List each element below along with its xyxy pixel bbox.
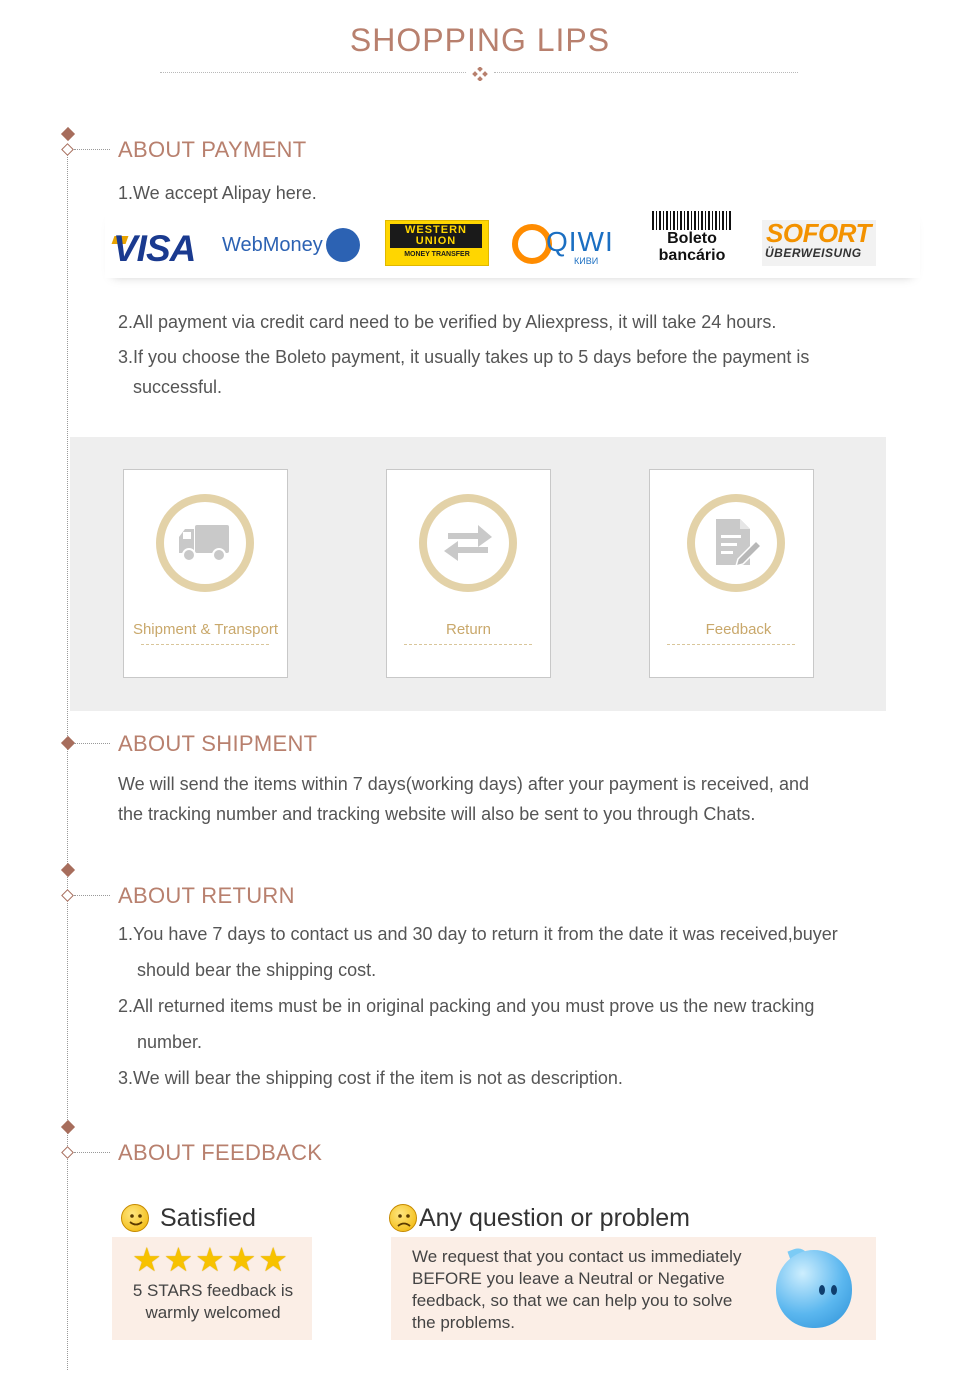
section-connector bbox=[74, 895, 110, 896]
section-connector bbox=[74, 743, 110, 744]
satisfied-text bbox=[120, 1280, 306, 1324]
section-marker-icon bbox=[61, 1120, 75, 1134]
webmoney-globe-icon bbox=[326, 228, 360, 262]
problem-heading: Any question or problem bbox=[419, 1204, 690, 1232]
payment-line-1: 1.We accept Alipay here. bbox=[118, 183, 317, 203]
problem-text-line-1: We request that you contact us immediately bbox=[412, 1247, 742, 1266]
service-underline bbox=[667, 644, 795, 645]
satisfied-heading: Satisfied bbox=[160, 1204, 256, 1232]
service-underline bbox=[141, 644, 269, 645]
service-ring bbox=[687, 494, 785, 592]
satisfied-text-line-1: 5 STARS feedback is bbox=[132, 1281, 294, 1300]
payment-line-2: 2.All payment via credit card need to be verified by Aliexpress, it will take 24 hours. bbox=[118, 312, 777, 332]
section-marker-icon bbox=[61, 143, 74, 156]
return-line-1-cont: should bear the shipping cost. bbox=[137, 960, 377, 980]
boleto-line-1: Boleto bbox=[667, 230, 717, 247]
five-stars-icon: ★★★★★ bbox=[132, 1241, 290, 1278]
service-underline bbox=[404, 644, 532, 645]
service-label-return[interactable]: Return bbox=[445, 621, 492, 638]
shipment-line-1: We will send the items within 7 days(working days) after your payment is received, and bbox=[118, 774, 809, 794]
section-marker-icon bbox=[61, 127, 75, 141]
shipment-line-2: the tracking number and tracking website will also be sent to you through Chats. bbox=[118, 804, 756, 824]
service-ring bbox=[419, 494, 517, 592]
section-marker-icon bbox=[61, 889, 74, 902]
problem-text-line-3: feedback, so that we can help you to solve bbox=[412, 1291, 733, 1310]
section-marker-icon bbox=[61, 1146, 74, 1159]
western-union-name: WESTERN UNION bbox=[390, 224, 482, 248]
shipment-title: ABOUT SHIPMENT bbox=[118, 731, 318, 756]
service-ring bbox=[156, 494, 254, 592]
return-line-2: 2.All returned items must be in original packing and you must prove us the new tracking bbox=[118, 996, 815, 1016]
return-arrows-icon bbox=[440, 515, 496, 571]
smile-face-icon bbox=[121, 1204, 149, 1232]
section-connector bbox=[74, 1152, 110, 1153]
problem-text-line-4: the problems. bbox=[412, 1313, 515, 1332]
return-line-1: 1.You have 7 days to contact us and 30 day to return it from the date it was received,buyer bbox=[118, 924, 838, 944]
return-title: ABOUT RETURN bbox=[118, 883, 295, 908]
diamond-ornament-icon bbox=[472, 67, 488, 81]
boleto-logo bbox=[652, 230, 732, 264]
section-marker-icon bbox=[61, 736, 75, 750]
document-edit-icon bbox=[708, 515, 764, 571]
truck-icon bbox=[177, 515, 233, 571]
section-connector bbox=[74, 149, 110, 150]
title-divider-right bbox=[494, 72, 798, 73]
qiwi-sub: КИВИ bbox=[574, 256, 599, 266]
webmoney-logo: WebMoney bbox=[222, 234, 323, 256]
page-title: SHOPPING LIPS bbox=[349, 22, 611, 58]
visa-logo: VISA bbox=[113, 228, 196, 269]
problem-text-line-2: BEFORE you leave a Neutral or Negative bbox=[412, 1269, 725, 1288]
chat-mascot-icon bbox=[776, 1250, 852, 1328]
qiwi-logo: QIWI bbox=[546, 226, 614, 257]
return-line-3: 3.We will bear the shipping cost if the item is not as description. bbox=[118, 1068, 623, 1088]
service-label-shipment[interactable]: Shipment & Transport bbox=[132, 621, 279, 638]
service-label-feedback[interactable]: Feedback bbox=[705, 621, 772, 638]
problem-text bbox=[412, 1246, 772, 1334]
payment-title: ABOUT PAYMENT bbox=[118, 137, 307, 162]
feedback-title: ABOUT FEEDBACK bbox=[118, 1140, 323, 1165]
western-union-sub: MONEY TRANSFER bbox=[404, 251, 470, 258]
payment-line-3-cont: successful. bbox=[133, 377, 223, 397]
sad-face-icon bbox=[389, 1204, 417, 1232]
sofort-sub: ÜBERWEISUNG bbox=[765, 246, 862, 260]
title-divider-left bbox=[160, 72, 466, 73]
satisfied-text-line-2: warmly welcomed bbox=[145, 1303, 281, 1322]
return-line-2-cont: number. bbox=[137, 1032, 203, 1052]
sofort-logo: SOFORT bbox=[766, 218, 871, 248]
section-marker-icon bbox=[61, 863, 75, 877]
payment-line-3: 3.If you choose the Boleto payment, it usually takes up to 5 days before the payment is bbox=[118, 347, 810, 367]
timeline-line bbox=[67, 150, 68, 1370]
boleto-line-2: bancário bbox=[658, 247, 726, 264]
